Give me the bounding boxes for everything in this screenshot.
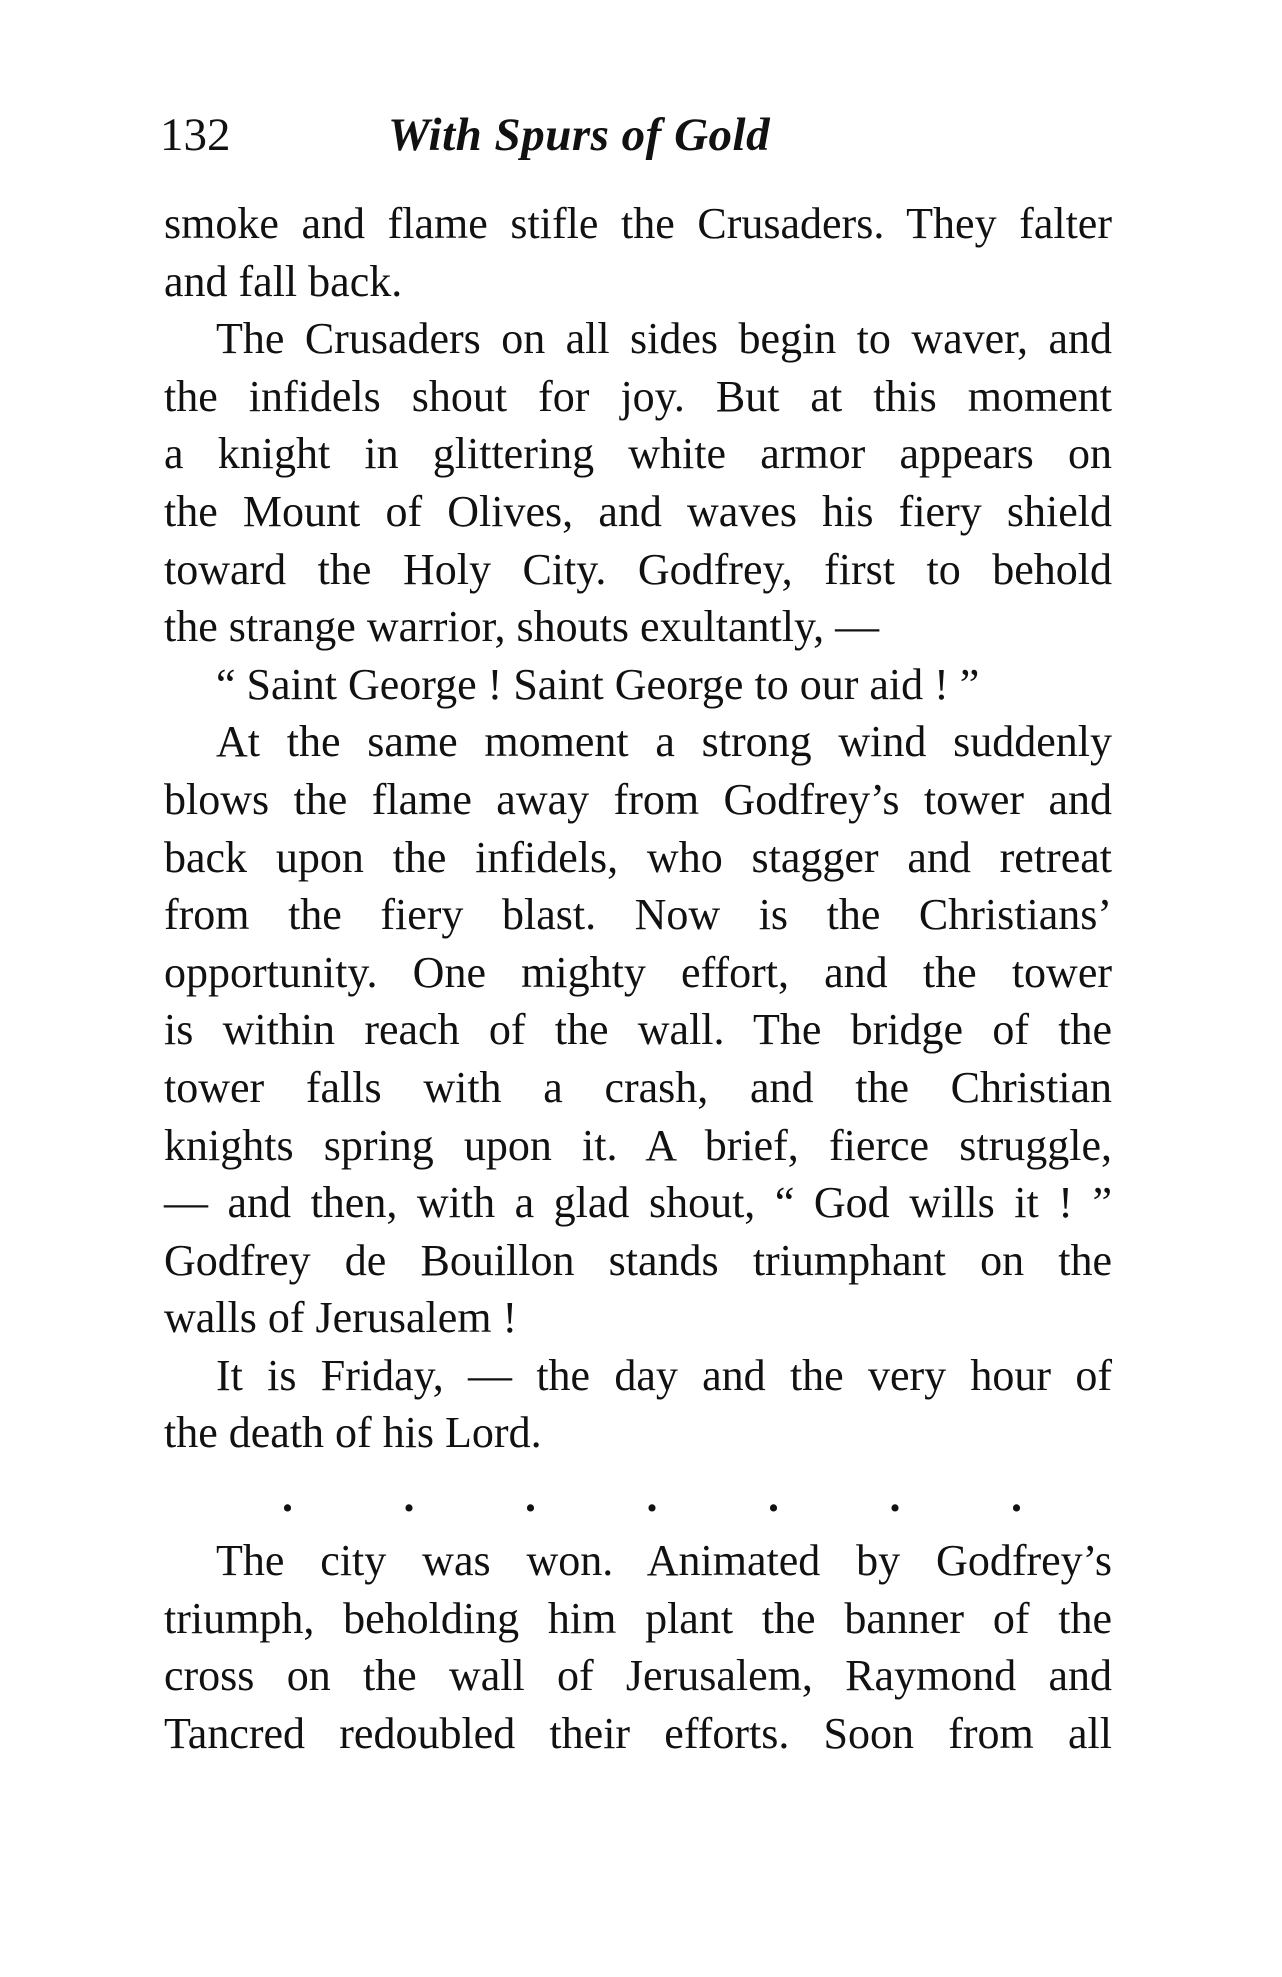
text-line: tower falls with a crash, and the Christian — [164, 1062, 1112, 1112]
text-line: Godfrey de Bouillon stands triumphant on the — [164, 1235, 1112, 1285]
running-head — [160, 100, 1120, 170]
break-dot: . — [403, 1472, 415, 1522]
text-line: At the same moment a strong wind suddenly — [216, 717, 1112, 767]
text-line: blows the flame away from Godfrey’s tower and — [164, 774, 1112, 824]
break-dot: . — [282, 1472, 293, 1522]
text-line: Tancred redoubled their efforts. Soon from all — [164, 1708, 1112, 1758]
text-line: the strange warrior, shouts exultantly, — — [164, 602, 880, 652]
text-line: the death of his Lord. — [164, 1408, 542, 1458]
break-dot: . — [889, 1472, 901, 1522]
text-section-before-break — [164, 195, 1112, 1462]
page-number: 132 — [160, 109, 231, 161]
text-line: walls of Jerusalem ! — [164, 1293, 518, 1343]
text-line: smoke and flame stifle the Crusaders. They falter — [164, 199, 1112, 248]
text-line: It is Friday, — the day and the very hour of — [216, 1350, 1112, 1400]
break-dot: . — [768, 1472, 779, 1522]
text-line: cross on the wall of Jerusalem, Raymond and — [164, 1651, 1112, 1701]
text-line: The city was won. Animated by Godfrey’s — [216, 1536, 1112, 1586]
text-line: a knight in glittering white armor appears on — [164, 429, 1112, 479]
text-line: opportunity. One mighty effort, and the tower — [164, 947, 1112, 997]
break-dot: . — [646, 1472, 658, 1522]
break-dot: . — [525, 1472, 536, 1522]
section-break-dots — [282, 1462, 1022, 1532]
text-line: from the fiery blast. Now is the Christians’ — [164, 890, 1112, 940]
text-line: knights spring upon it. A brief, fierce struggle, — [164, 1120, 1112, 1170]
text-line: the Mount of Olives, and waves his fiery shield — [164, 486, 1112, 536]
text-line: the infidels shout for joy. But at this moment — [164, 371, 1112, 421]
text-line: — and then, with a glad shout, “ God wills it ! ” — [164, 1178, 1112, 1228]
text-section-after-break — [164, 1532, 1112, 1762]
text-line: “ Saint George ! Saint George to our aid ! ” — [216, 659, 980, 709]
break-dot: . — [1011, 1472, 1022, 1522]
text-line: and fall back. — [164, 256, 403, 306]
text-line: triumph, beholding him plant the banner of the — [164, 1593, 1112, 1643]
text-line: The Crusaders on all sides begin to waver, and — [216, 314, 1112, 364]
text-line: is within reach of the wall. The bridge of the — [164, 1005, 1112, 1055]
running-title: With Spurs of Gold — [388, 109, 771, 161]
body-text — [164, 195, 1112, 1762]
text-line: toward the Holy City. Godfrey, first to behold — [164, 544, 1112, 594]
text-line: back upon the infidels, who stagger and retreat — [164, 832, 1112, 882]
